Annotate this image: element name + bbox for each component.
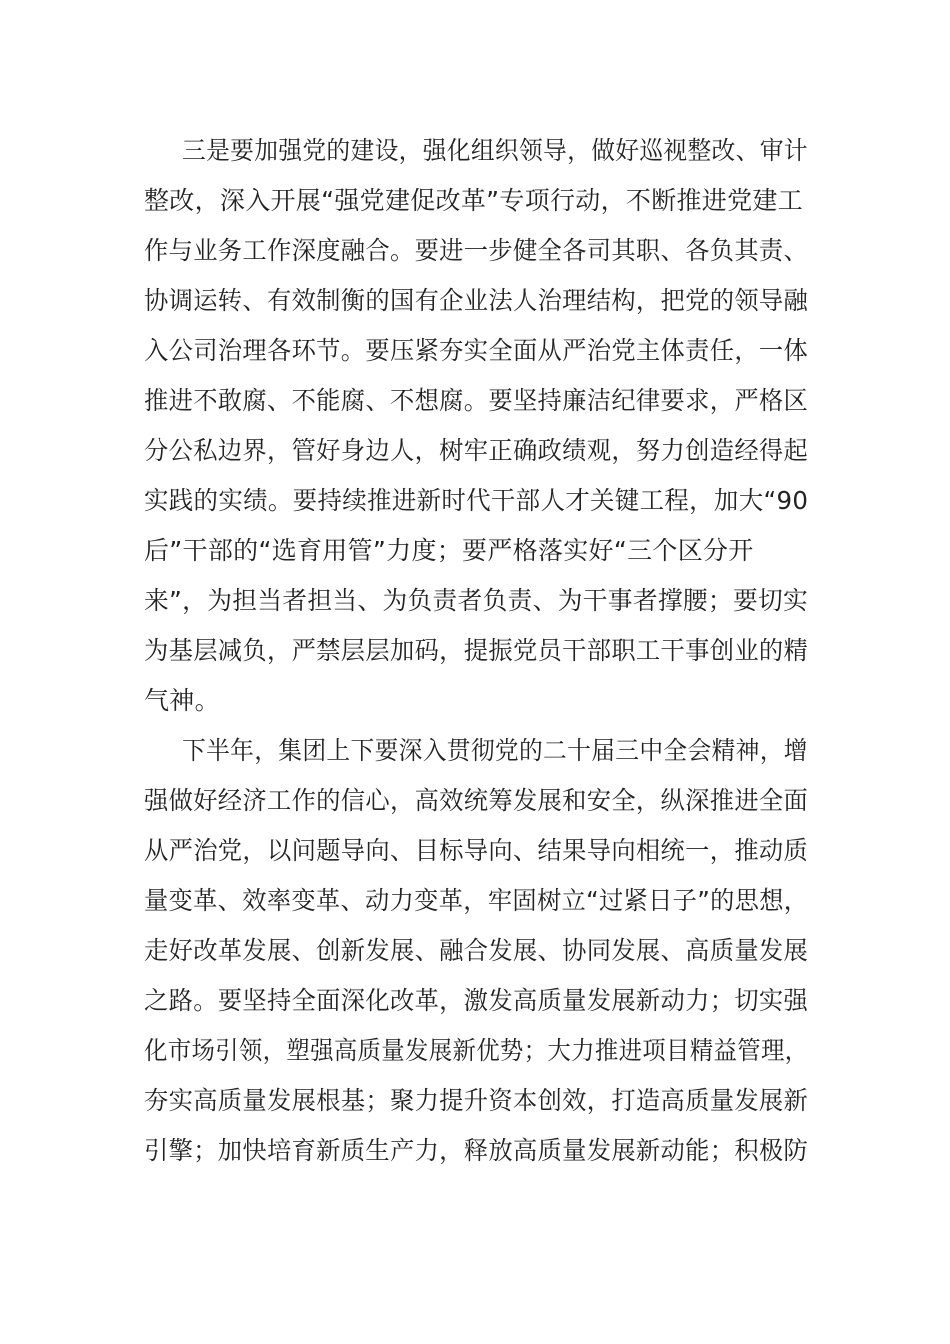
paragraph-line: 化市场引领，塑强高质量发展新优势；大力推进项目精益管理， — [144, 1036, 809, 1065]
paragraph-line: 分公私边界，管好身边人，树牢正确政绩观，努力创造经得起 — [144, 436, 809, 465]
paragraph-line: 整改，深入开展“强党建促改革”专项行动，不断推进党建工 — [144, 186, 804, 215]
paragraph-line: 作与业务工作深度融合。要进一步健全各司其职、各负其责、 — [144, 236, 809, 265]
paragraph-line: 后”干部的“选育用管”力度；要严格落实好“三个区分开 — [144, 536, 754, 565]
paragraph-line: 三是要加强党的建设，强化组织领导，做好巡视整改、审计 — [182, 136, 808, 165]
paragraph-line: 走好改革发展、创新发展、融合发展、协同发展、高质量发展 — [144, 936, 809, 965]
paragraph-line: 夯实高质量发展根基；聚力提升资本创效，打造高质量发展新 — [144, 1086, 809, 1115]
paragraph-line: 从严治党，以问题导向、目标导向、结果导向相统一，推动质 — [144, 836, 809, 865]
paragraph-line: 来”，为担当者担当、为负责者负责、为干事者撑腰；要切实 — [144, 586, 809, 615]
paragraph-line: 强做好经济工作的信心，高效统筹发展和安全，纵深推进全面 — [144, 786, 809, 815]
paragraph-line: 实践的实绩。要持续推进新时代干部人才关键工程，加大“90 — [144, 486, 809, 515]
paragraph-line: 量变革、效率变革、动力变革，牢固树立“过紧日子”的思想， — [144, 886, 809, 915]
paragraph-line: 下半年，集团上下要深入贯彻党的二十届三中全会精神，增 — [182, 736, 808, 765]
paragraph-line: 引擎；加快培育新质生产力，释放高质量发展新动能；积极防 — [144, 1136, 809, 1165]
paragraph-line: 为基层减负，严禁层层加码，提振党员干部职工干事创业的精 — [144, 636, 809, 665]
paragraph-line: 推进不敢腐、不能腐、不想腐。要坚持廉洁纪律要求，严格区 — [144, 386, 809, 415]
paragraph-line: 气神。 — [144, 686, 220, 715]
paragraph-line: 之路。要坚持全面深化改革，激发高质量发展新动力；切实强 — [144, 986, 809, 1015]
paragraph-line: 协调运转、有效制衡的国有企业法人治理结构，把党的领导融 — [144, 286, 809, 315]
paragraph-line: 入公司治理各环节。要压紧夯实全面从严治党主体责任，一体 — [144, 336, 809, 365]
